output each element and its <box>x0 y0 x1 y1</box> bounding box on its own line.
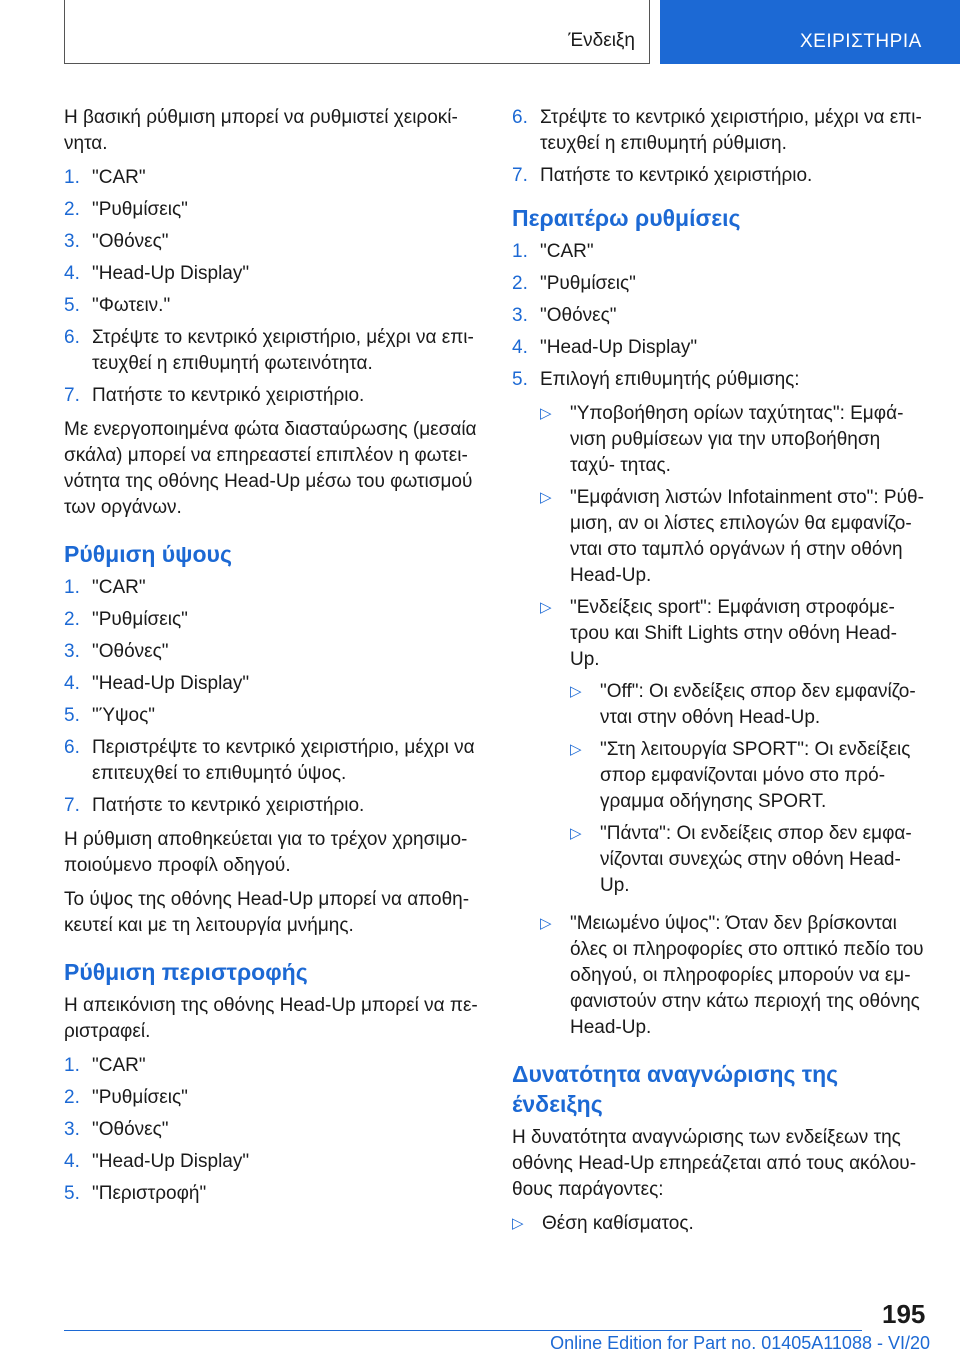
step-text: "Ρυθμίσεις" <box>540 273 636 294</box>
step-number: 5. <box>64 705 80 726</box>
settings-options-list <box>540 401 930 1041</box>
step-text: "Οθόνες" <box>540 305 617 326</box>
step-number: 1. <box>512 241 528 262</box>
step-number: 2. <box>512 273 528 294</box>
page-number: 195 <box>882 1299 926 1329</box>
rotation-steps-continued <box>512 105 930 189</box>
sport-off: "Off": Οι ενδείξεις σπορ δεν εμφανίζο‐ νται στην οθόνη Head-Up. <box>600 681 916 728</box>
list-item <box>540 911 930 1041</box>
step-number: 5. <box>64 295 80 316</box>
footer-edition: Online Edition for Part no. 01405A11088 - VI/20 <box>550 1333 930 1353</box>
triangle-bullet-icon: ▷ <box>570 825 582 842</box>
step-number: 7. <box>512 165 528 186</box>
step-text: Πατήστε το κεντρικό χειριστήριο. <box>92 385 365 406</box>
list-item <box>512 367 930 393</box>
step-text: "Οθόνες" <box>92 1119 169 1140</box>
list-item <box>64 383 480 409</box>
visibility-paragraph: Η δυνατότητα αναγνώρισης των ενδείξεων της οθόνης Head-Up επηρεάζεται από τους ακόλου‐ θους παράγοντες: <box>512 1127 917 1200</box>
step-number: 1. <box>64 167 80 188</box>
rotation-steps <box>64 1053 480 1207</box>
list-item <box>64 703 480 729</box>
list-item <box>64 165 480 191</box>
step-number: 3. <box>64 231 80 252</box>
step-text: Πατήστε το κεντρικό χειριστήριο. <box>92 795 365 816</box>
list-item <box>64 229 480 255</box>
header-chapter-tab <box>660 0 960 64</box>
step-number: 3. <box>512 305 528 326</box>
header-section-tab <box>64 0 650 64</box>
list-item <box>512 335 930 361</box>
step-number: 1. <box>64 1055 80 1076</box>
step-number: 6. <box>512 107 528 128</box>
list-item <box>64 261 480 287</box>
step-number: 7. <box>64 385 80 406</box>
option-sport-displays: "Ενδείξεις sport": Εμφάνιση στροφόμε‐ τρου και Shift Lights στην οθόνη Head- Up. <box>570 597 897 670</box>
heading-height: Ρύθμιση ύψους <box>64 541 232 567</box>
left-column <box>64 105 480 1215</box>
height-steps <box>64 575 480 819</box>
footer-divider <box>64 1330 862 1331</box>
step-number: 4. <box>64 673 80 694</box>
triangle-bullet-icon: ▷ <box>512 1215 524 1232</box>
list-item <box>512 303 930 329</box>
step-text: "Ρυθμίσεις" <box>92 609 188 630</box>
step-number: 1. <box>64 577 80 598</box>
visibility-factors <box>512 1211 930 1237</box>
list-item <box>64 793 480 819</box>
step-text: Στρέψτε το κεντρικό χειριστήριο, μέχρι να επι‐ τευχθεί η επιθυμητή ρύθμιση. <box>540 107 922 154</box>
step-number: 5. <box>64 1183 80 1204</box>
step-text: "Head-Up Display" <box>92 1151 250 1172</box>
list-item <box>64 639 480 665</box>
list-item <box>64 1149 480 1175</box>
rotation-paragraph: Η απεικόνιση της οθόνης Head-Up μπορεί να πε‐ ριστραφεί. <box>64 995 478 1042</box>
triangle-bullet-icon: ▷ <box>540 599 552 616</box>
step-number: 3. <box>64 641 80 662</box>
step-number: 6. <box>64 327 80 348</box>
list-item <box>64 575 480 601</box>
list-item <box>512 271 930 297</box>
step-text: "Ύψος" <box>92 705 156 726</box>
heading-more-settings: Περαιτέρω ρυθμίσεις <box>512 205 741 231</box>
step-text: "CAR" <box>92 577 146 598</box>
heading-visibility: Δυνατότητα αναγνώρισης της ένδειξης <box>512 1061 839 1117</box>
step-text: Στρέψτε το κεντρικό χειριστήριο, μέχρι να επι‐ τευχθεί η επιθυμητή φωτεινότητα. <box>92 327 474 374</box>
list-item <box>540 485 930 589</box>
step-text: "Head-Up Display" <box>92 263 250 284</box>
list-item <box>64 1085 480 1111</box>
brightness-steps <box>64 165 480 409</box>
sport-always: "Πάντα": Οι ενδείξεις σπορ δεν εμφα‐ νίζονται συνεχώς στην οθόνη Head- Up. <box>600 823 912 896</box>
step-text: "Οθόνες" <box>92 641 169 662</box>
option-speed-limit: "Υποβοήθηση ορίων ταχύτητας": Εμφά‐ νιση ρυθμίσεων για την υποβοήθηση ταχύ‐ τητας. <box>570 403 904 476</box>
step-text: "CAR" <box>92 167 146 188</box>
step-number: 3. <box>64 1119 80 1140</box>
header-section-label: Ένδειξη <box>568 30 635 51</box>
memory-paragraph: Το ύψος της οθόνης Head-Up μπορεί να αποθη‐ κευτεί και με τη λειτουργία μνήμης. <box>64 889 470 936</box>
list-item <box>570 737 930 815</box>
factor-text: Θέση καθίσματος. <box>542 1213 694 1234</box>
step-text: "Οθόνες" <box>92 231 169 252</box>
step-text: Επιλογή επιθυμητής ρύθμισης: <box>540 369 800 390</box>
list-item <box>570 679 930 731</box>
header-chapter-label: ΧΕΙΡΙΣΤΗΡΙΑ <box>800 31 922 52</box>
profile-paragraph: Η ρύθμιση αποθηκεύεται για το τρέχον χρησιμο‐ ποιούμενο προφίλ οδηγού. <box>64 829 468 876</box>
step-text: Πατήστε το κεντρικό χειριστήριο. <box>540 165 813 186</box>
step-number: 4. <box>64 1151 80 1172</box>
step-text: "CAR" <box>540 241 594 262</box>
list-item <box>512 105 930 157</box>
list-item <box>64 1117 480 1143</box>
step-text: "Head-Up Display" <box>540 337 698 358</box>
list-item <box>64 607 480 633</box>
low-beam-paragraph: Με ενεργοποιημένα φώτα διασταύρωσης (μεσαία σκάλα) μπορεί να επηρεαστεί επιπλέον η φωτει‐ νότητα της οθόνης Head-Up μέσω του φωτισμού των οργάνων. <box>64 419 477 518</box>
triangle-bullet-icon: ▷ <box>570 683 582 700</box>
list-item <box>64 293 480 319</box>
step-text: Περιστρέψτε το κεντρικό χειριστήριο, μέχρι να επιτευχθεί το επιθυμητό ύψος. <box>92 737 475 784</box>
triangle-bullet-icon: ▷ <box>540 405 552 422</box>
step-number: 7. <box>64 795 80 816</box>
sport-suboptions <box>570 679 930 899</box>
more-settings-steps <box>512 239 930 393</box>
list-item <box>512 239 930 265</box>
step-text: "Περιστροφή" <box>92 1183 207 1204</box>
list-item <box>64 735 480 787</box>
heading-rotation: Ρύθμιση περιστροφής <box>64 959 308 985</box>
triangle-bullet-icon: ▷ <box>540 489 552 506</box>
sport-in-sport-mode: "Στη λειτουργία SPORT": Οι ενδείξεις σπορ εμφανίζονται μόνο στο πρό‐ γραμμα οδήγησης SPORT. <box>600 739 911 812</box>
step-number: 2. <box>64 1087 80 1108</box>
list-item <box>64 325 480 377</box>
step-number: 2. <box>64 609 80 630</box>
list-item <box>64 671 480 697</box>
step-number: 4. <box>64 263 80 284</box>
list-item <box>64 197 480 223</box>
list-item <box>512 163 930 189</box>
step-text: "CAR" <box>92 1055 146 1076</box>
list-item <box>570 821 930 899</box>
intro-paragraph: Η βασική ρύθμιση μπορεί να ρυθμιστεί χειροκί‐ νητα. <box>64 107 458 154</box>
triangle-bullet-icon: ▷ <box>540 915 552 932</box>
step-text: "Φωτειν." <box>92 295 171 316</box>
list-item <box>540 401 930 479</box>
step-number: 5. <box>512 369 528 390</box>
list-item <box>64 1181 480 1207</box>
right-column <box>512 105 930 1245</box>
list-item <box>540 595 930 905</box>
list-item <box>64 1053 480 1079</box>
step-text: "Head-Up Display" <box>92 673 250 694</box>
step-number: 6. <box>64 737 80 758</box>
list-item <box>512 1211 930 1237</box>
step-text: "Ρυθμίσεις" <box>92 199 188 220</box>
triangle-bullet-icon: ▷ <box>570 741 582 758</box>
step-text: "Ρυθμίσεις" <box>92 1087 188 1108</box>
option-infotainment: "Εμφάνιση λιστών Infotainment στο": Ρύθ‐ μιση, αν οι λίστες επιλογών θα εμφανίζο‐ νται στο ταμπλό οργάνων ή στην οθόνη Head-Up. <box>570 487 924 586</box>
step-number: 2. <box>64 199 80 220</box>
option-reduced-height: "Μειωμένο ύψος": Όταν δεν βρίσκονται όλες οι πληροφορίες στο οπτικό πεδίο του οδηγού, οι πληροφορίες μπορούν να εμ‐ φανιστούν στην κάτω περιοχή της οθόνης Head-Up. <box>570 913 924 1038</box>
step-number: 4. <box>512 337 528 358</box>
